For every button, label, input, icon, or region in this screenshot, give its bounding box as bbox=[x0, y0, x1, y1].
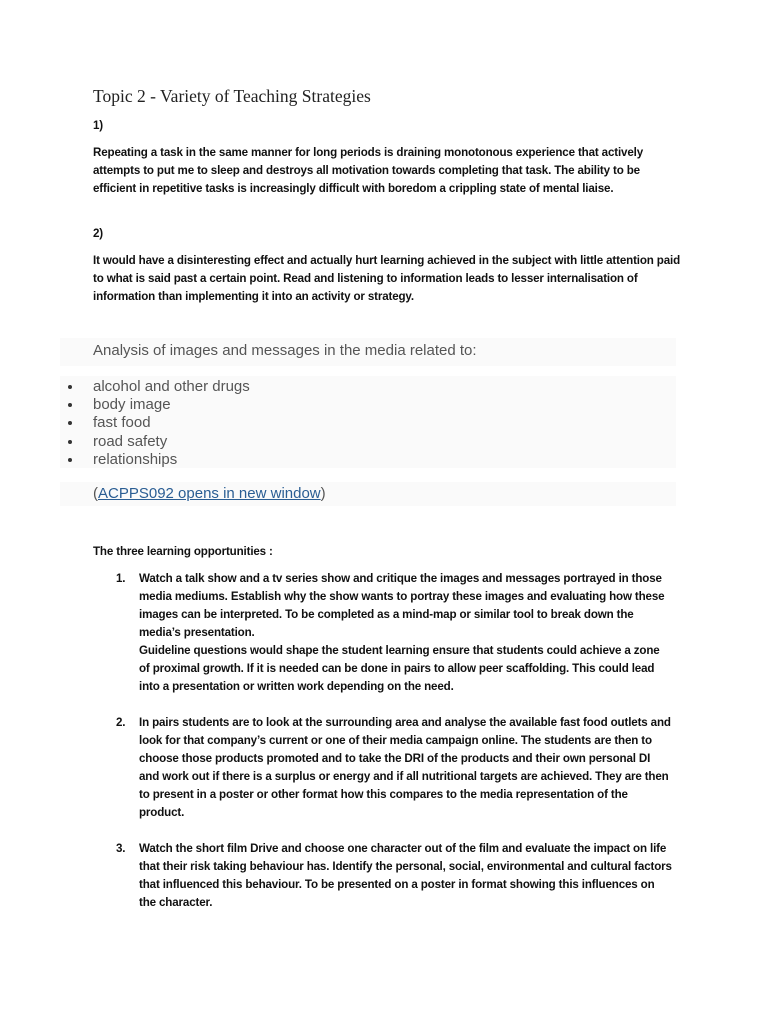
answer-1-paragraph: Repeating a task in the same manner for long periods is draining monotonous experience that actively attempts to put me to sleep and destroys all motivation towards completing that task. The ability to be efficient in repetitive tasks is increasingly difficult with boredom a crippling state of mental liaise. bbox=[93, 146, 644, 195]
list-item bbox=[93, 714, 673, 822]
answer-2-paragraph: It would have a disinteresting effect and actually hurt learning achieved in the subject with little attention paid to what is said past a certain point. Read and listening to information leads to lesser internalisation of information than implementing it into an activity or strategy. bbox=[93, 254, 681, 303]
media-topic-list bbox=[60, 378, 250, 469]
list-item-number: 2. bbox=[116, 716, 126, 729]
bullet-icon bbox=[68, 403, 72, 407]
list-item: fast food bbox=[60, 414, 250, 432]
list-item-text: Guideline questions would shape the student learning ensure that students could achieve a zone of proximal growth. If it is needed can be done in pairs to allow peer scaffolding. This could lead into a presentation or written work depending on the need. bbox=[139, 644, 660, 693]
acpps092-link[interactable]: ACPPS092 opens in new window bbox=[98, 485, 321, 502]
list-item-number: 3. bbox=[116, 842, 126, 855]
list-item-number: 1. bbox=[116, 572, 126, 585]
list-item: alcohol and other drugs bbox=[60, 378, 250, 396]
list-item bbox=[93, 840, 673, 912]
media-heading: Analysis of images and messages in the media related to: bbox=[93, 342, 477, 359]
opportunities-list bbox=[93, 570, 673, 930]
list-item: road safety bbox=[60, 433, 250, 451]
opportunities-heading: The three learning opportunities : bbox=[93, 545, 273, 558]
list-item-text: Watch the short film Drive and choose one character out of the film and evaluate the impact on life that their risk taking behaviour has. Identify the personal, social, environmental and cultural factors that influenced this behaviour. To be presented on a poster in format showing this influences on the character. bbox=[139, 842, 672, 909]
bullet-icon bbox=[68, 421, 72, 425]
list-item: relationships bbox=[60, 451, 250, 469]
bullet-icon bbox=[68, 385, 72, 389]
list-item: body image bbox=[60, 396, 250, 414]
list-item-text: In pairs students are to look at the surrounding area and analyse the available fast food outlets and look for that company’s current or one of their media campaign online. The students are then to choose those products promoted and to take the DRI of the products and their own personal DI and work out if there is a surplus or energy and if all nutritional targets are achieved. They are then to present in a poster or other format how this compares to the media representation of the product. bbox=[139, 716, 671, 819]
bullet-icon bbox=[68, 458, 72, 462]
page-title: Topic 2 - Variety of Teaching Strategies bbox=[93, 86, 371, 106]
answer-2-number: 2) bbox=[93, 227, 104, 240]
curriculum-reference: (ACPPS092 opens in new window) bbox=[93, 485, 326, 502]
list-item bbox=[93, 570, 673, 696]
list-item-text: Watch a talk show and a tv series show and critique the images and messages portrayed in those media mediums. Establish why the show wants to portray these images and evaluating how these images can be interpreted. To be completed as a mind-map or similar tool to break down the media’s presentation. bbox=[139, 572, 665, 639]
bullet-icon bbox=[68, 440, 72, 444]
answer-1-number: 1) bbox=[93, 119, 104, 132]
